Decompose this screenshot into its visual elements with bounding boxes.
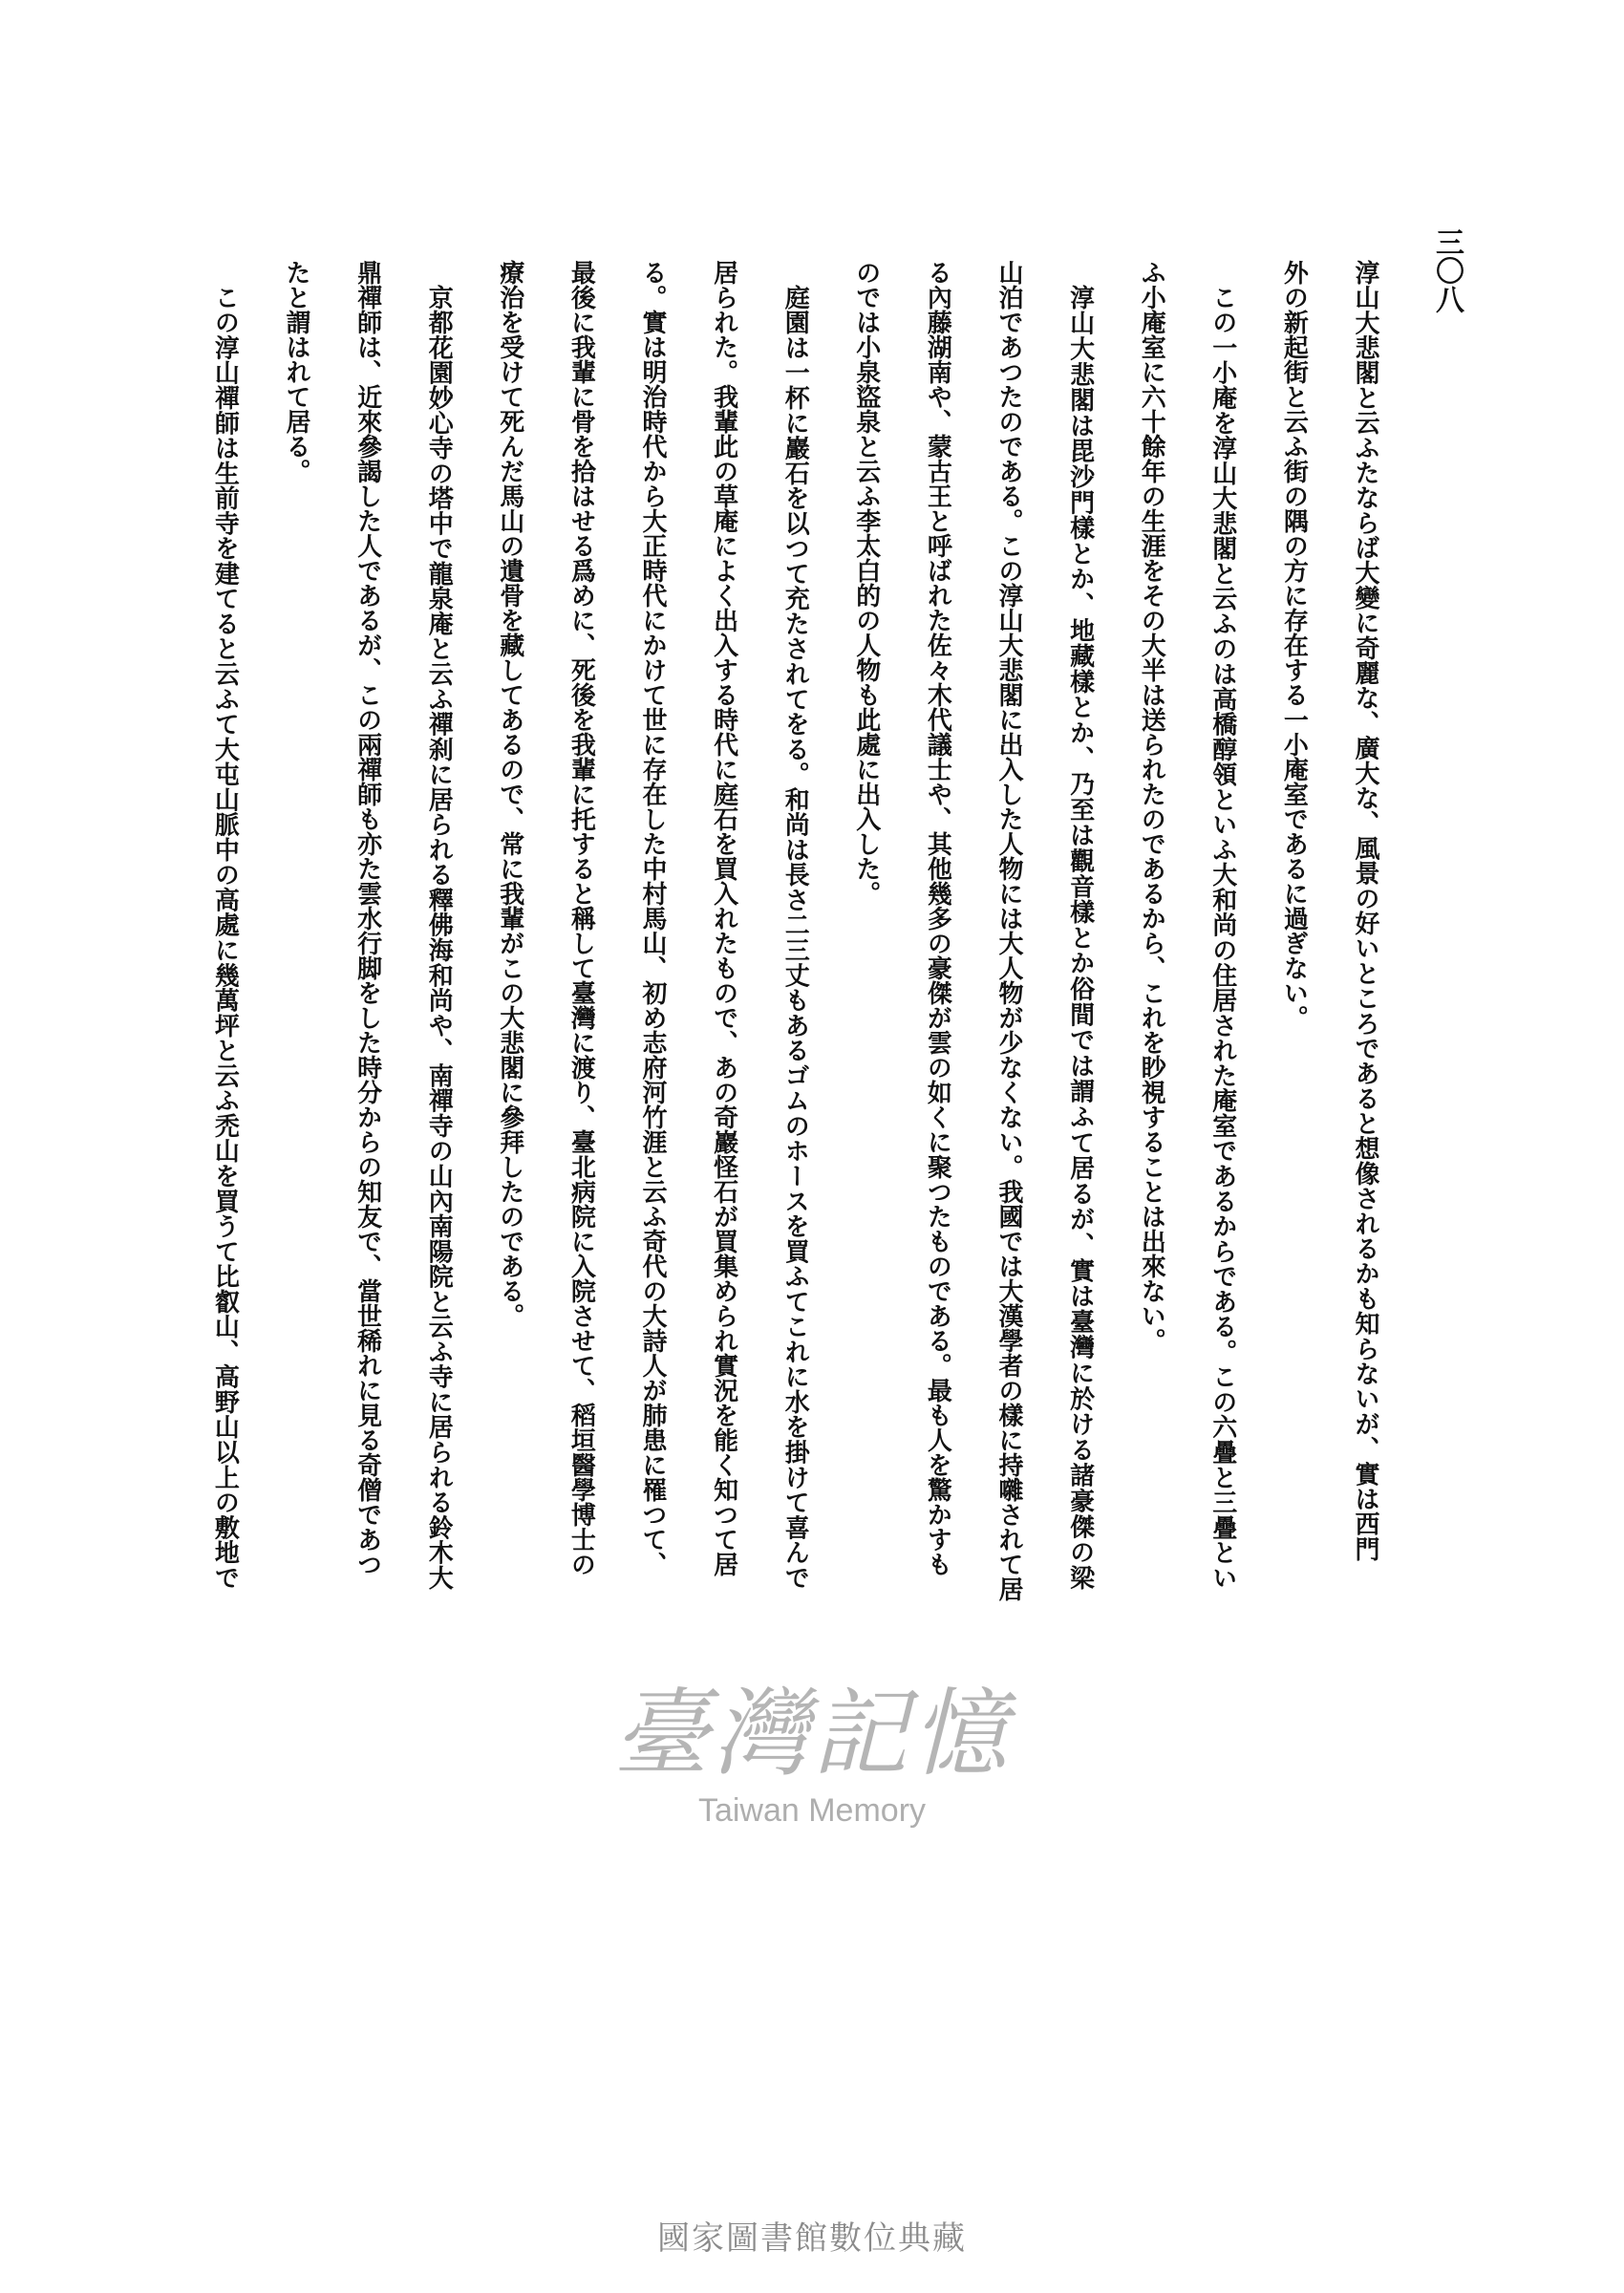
text-column: 庭園は一杯に巖石を以つて充たされてをる。和尚は長さ二三丈もあるゴムのホースを買ふてこれに水を掛けて喜んで: [780, 285, 810, 1591]
watermark-logo: [583, 1678, 1041, 1830]
text-column: る內藤湖南や、蒙古王と呼ばれた佐々木代議士や、其他幾多の豪傑が雲の如くに聚つたものである。最も人を驚かすも: [923, 260, 952, 1576]
text-column: 療治を受けて死んだ馬山の遺骨を藏してあるので、常に我輩がこの大悲閣に參拜したのである。: [495, 260, 524, 1328]
text-column: 淳山大悲閣は毘沙門樣とか、地藏樣とか、乃至は觀音樣とか俗間では謂ふて居るが、實は臺灣に於ける諸豪傑の梁: [1065, 285, 1095, 1590]
text-column: のでは小泉盜泉と云ふ李太白的の人物も此處に出入した。: [851, 260, 881, 906]
text-column: 最後に我輩に骨を拾はせる爲めに、死後を我輩に托すると稱して臺灣に渡り、臺北病院に入院させて、稻垣醫學博士の: [566, 260, 596, 1576]
text-column: 淳山大悲閣と云ふたならば大變に奇麗な、廣大な、風景の好いところであると想像されるかも知らないが、實は西門: [1351, 260, 1379, 1561]
text-column: る。實は明治時代から大正時代にかけて世に存在した中村馬山、初め志府河竹涯と云ふ奇代の大詩人が肺患に罹つて、: [638, 260, 667, 1576]
text-column: 京都花園妙心寺の塔中で龍泉庵と云ふ禪刹に居られる釋佛海和尚や、南禪寺の山內南陽院と云ふ寺に居られる鈴木大: [424, 285, 454, 1591]
footer-credit: 國家圖書館數位典藏: [657, 2219, 967, 2258]
watermark-subtitle: Taiwan Memory: [697, 1792, 927, 1829]
watermark-text: 臺灣記憶: [613, 1678, 1011, 1789]
text-column: ふ小庵室に六十餘年の生涯をその大半は送られたのであるから、これを眇視することは出來ない。: [1137, 260, 1166, 1353]
text-column: 鼎禪師は、近來參謁した人であるが、この兩禪師も亦た雲水行脚をした時分からの知友で、當世稀れに見る奇僧であつ: [353, 260, 382, 1576]
page-number: 三〇八: [1430, 227, 1464, 313]
text-column: たと謂はれて居る。: [282, 260, 310, 483]
text-column: この淳山禪師は生前寺を建てると云ふて大屯山脈中の高處に幾萬坪と云ふ禿山を買うて比叡山、高野山以上の敷地で: [210, 285, 240, 1591]
text-column: 外の新起街と云ふ街の隅の方に存在する一小庵室であるに過ぎない。: [1279, 260, 1309, 1030]
text-column: 居られた。我輩此の草庵によく出入する時代に庭石を買入れたもので、あの奇巖怪石が買集められ實況を能く知つて居: [709, 260, 738, 1576]
text-column: 山泊であつたのである。この淳山大悲閣に出入した人物には大人物が少なくない。我國では大漢學者の樣に持囃されて居: [994, 260, 1023, 1601]
text-column: この一小庵を淳山大悲閣と云ふのは高橋醇領といふ大和尚の住居された庵室であるからである。この六疊と三疊とい: [1207, 285, 1237, 1590]
